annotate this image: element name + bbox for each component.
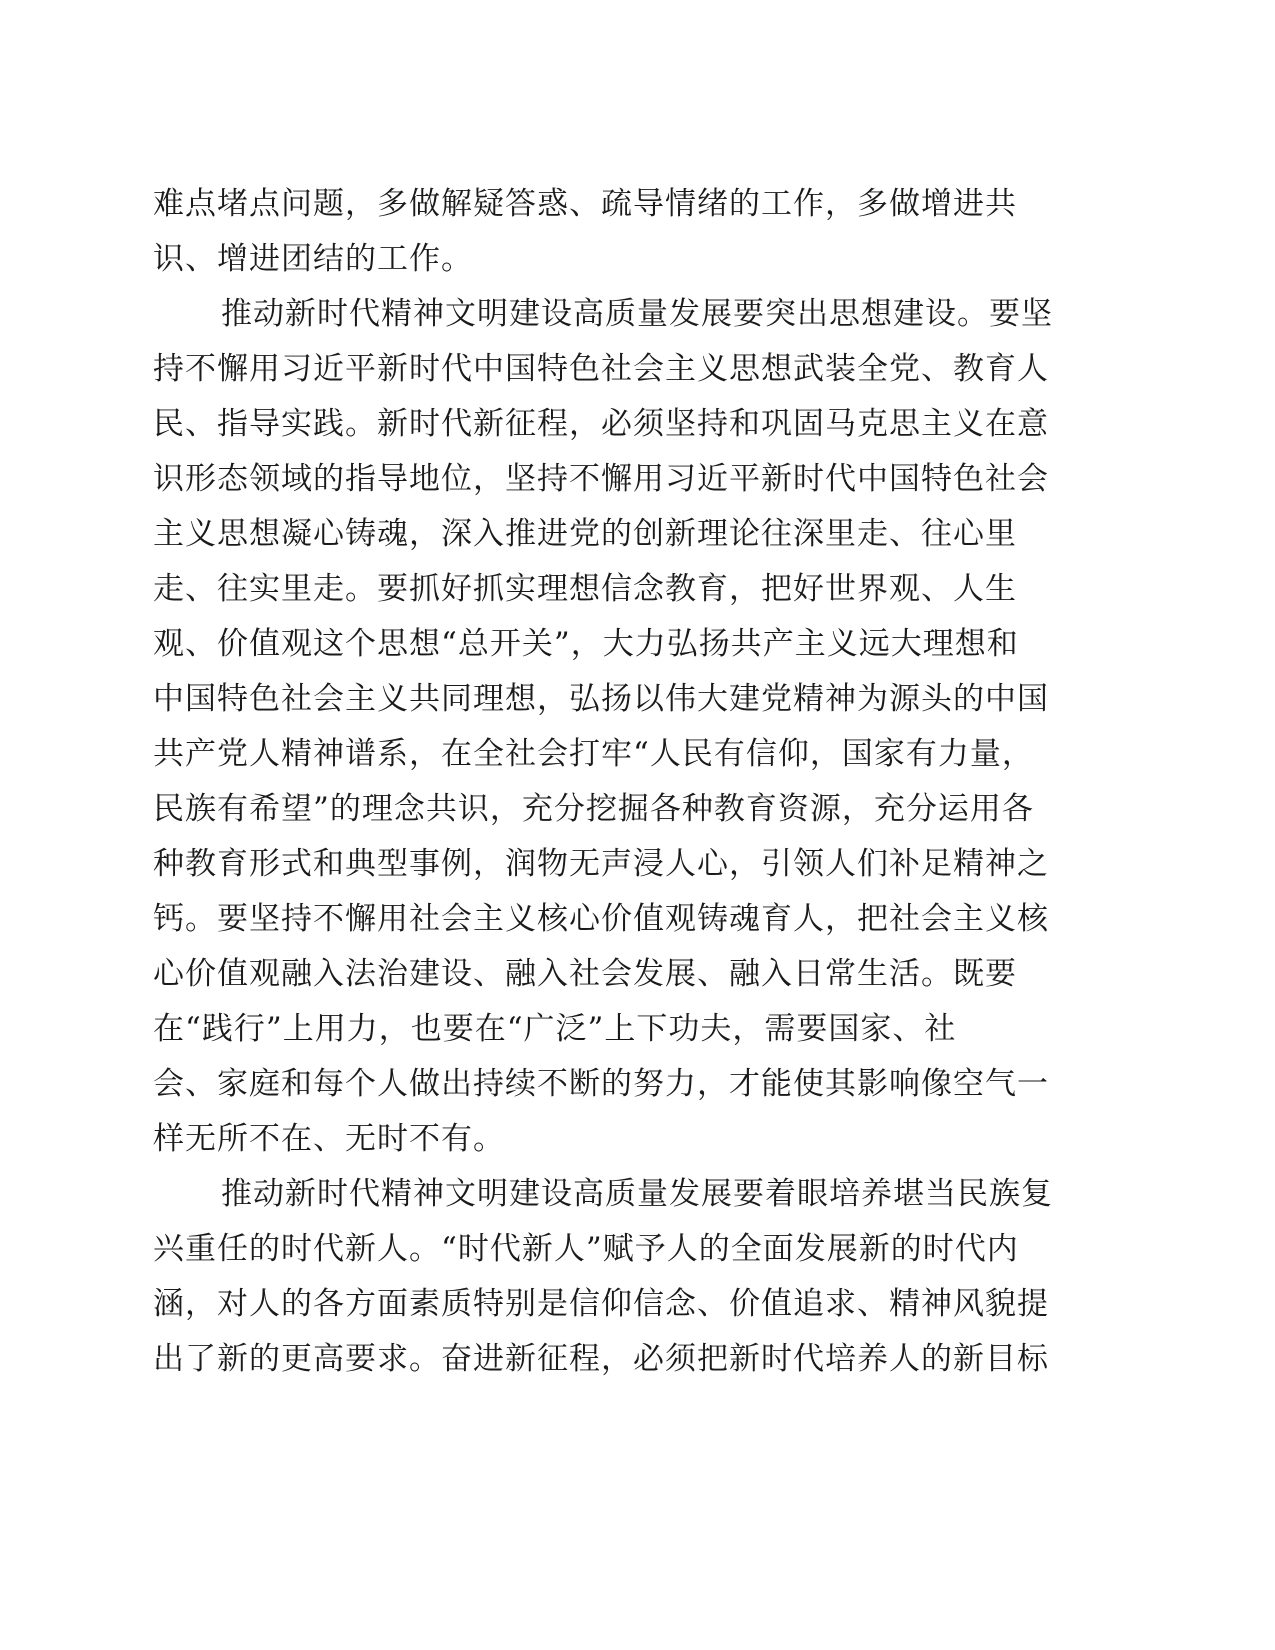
- paragraph-first-line: 推动新时代精神文明建设高质量发展要突出思想建设。要坚: [221, 296, 1053, 332]
- text-line: 会、家庭和每个人做出持续不断的努力，才能使其影响像空气一: [153, 1066, 1049, 1102]
- text-line: 观、价值观这个思想“总开关”，大力弘扬共产主义远大理想和: [153, 626, 1019, 662]
- text-line: 种教育形式和典型事例，润物无声浸人心，引领人们补足精神之: [153, 846, 1049, 882]
- text-line: 难点堵点问题，多做解疑答惑、疏导情绪的工作，多做增进共: [153, 186, 1017, 222]
- text-line: 在“践行”上用力，也要在“广泛”上下功夫，需要国家、社: [153, 1011, 957, 1047]
- text-line: 心价值观融入法治建设、融入社会发展、融入日常生活。既要: [153, 956, 1017, 992]
- text-line: 共产党人精神谱系，在全社会打牢“人民有信仰，国家有力量，: [153, 736, 1034, 772]
- paragraph-first-line: 推动新时代精神文明建设高质量发展要着眼培养堪当民族复: [221, 1176, 1053, 1212]
- text-line: 识、增进团结的工作。: [153, 241, 473, 277]
- text-line: 样无所不在、无时不有。: [153, 1121, 505, 1157]
- text-line: 民族有希望”的理念共识，充分挖掘各种教育资源，充分运用各: [153, 791, 1034, 827]
- text-line: 主义思想凝心铸魂，深入推进党的创新理论往深里走、往心里: [153, 516, 1017, 552]
- text-line: 民、指导实践。新时代新征程，必须坚持和巩固马克思主义在意: [153, 406, 1049, 442]
- text-line: 兴重任的时代新人。“时代新人”赋予人的全面发展新的时代内: [153, 1231, 1019, 1267]
- text-line: 钙。要坚持不懈用社会主义核心价值观铸魂育人，把社会主义核: [153, 901, 1049, 937]
- text-line: 走、往实里走。要抓好抓实理想信念教育，把好世界观、人生: [153, 571, 1017, 607]
- text-line: 出了新的更高要求。奋进新征程，必须把新时代培养人的新目标: [153, 1341, 1049, 1377]
- text-line: 涵，对人的各方面素质特别是信仰信念、价值追求、精神风貌提: [153, 1286, 1049, 1322]
- text-line: 持不懈用习近平新时代中国特色社会主义思想武装全党、教育人: [153, 351, 1049, 387]
- text-line: 识形态领域的指导地位，坚持不懈用习近平新时代中国特色社会: [153, 461, 1049, 497]
- text-line: 中国特色社会主义共同理想，弘扬以伟大建党精神为源头的中国: [153, 681, 1049, 717]
